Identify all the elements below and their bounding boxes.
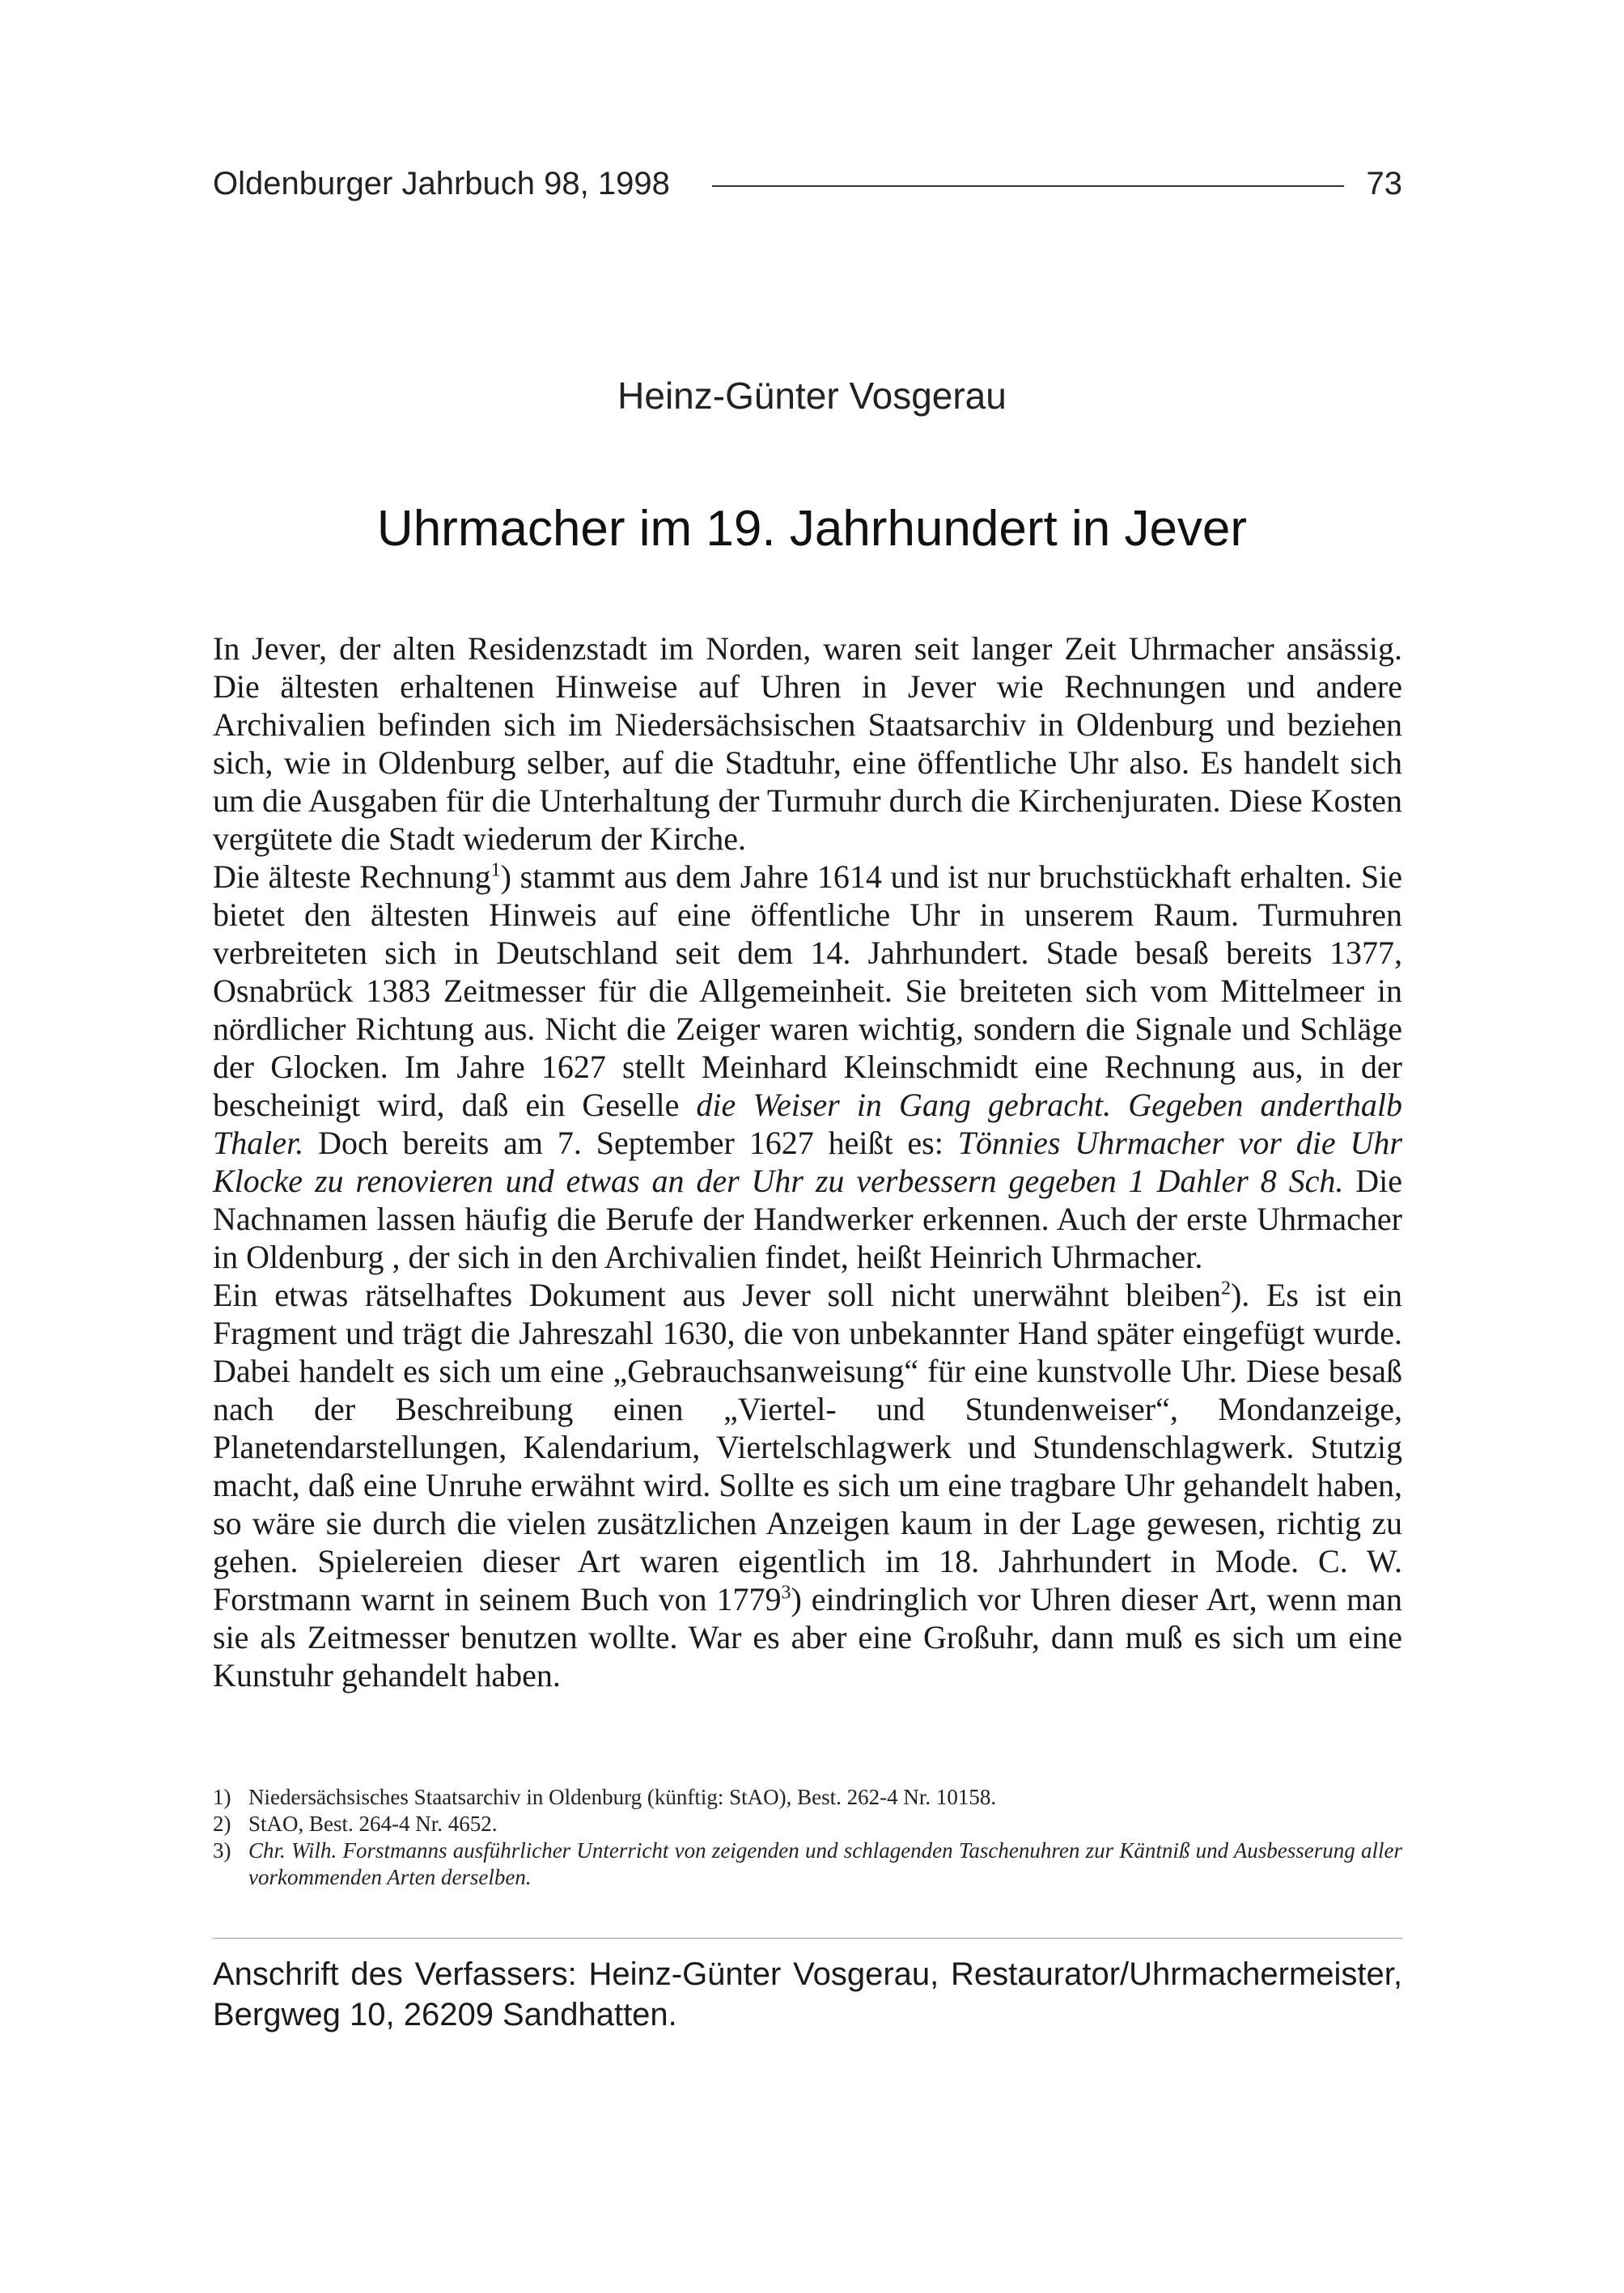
footnote-number: 1) bbox=[213, 1785, 231, 1809]
footnote-text: Niedersächsisches Staatsarchiv in Oldenburg (künftig: StAO), Best. 262-4 Nr. 10158. bbox=[248, 1785, 997, 1809]
article-body bbox=[213, 629, 1402, 1694]
paragraph-1: In Jever, der alten Residenzstadt im Norden, waren seit langer Zeit Uhrmacher ansässig. Die ältesten erhaltenen Hinweise auf Uhren in Jever wie Rechnungen und andere Archivalien befinden sich im Niedersächsischen Staatsarchiv in Oldenburg und beziehen sich, wie in Oldenburg selber, auf die Stadtuhr, eine öffentliche Uhr also. Es handelt sich um die Ausgaben für die Unterhaltung der Turmuhr durch die Kirchenjuraten. Diese Kosten vergütete die Stadt wiederum der Kirche. bbox=[213, 630, 1402, 857]
footnote-text: Chr. Wilh. Forstmanns ausführlicher Unterricht von zeigenden und schlagenden Taschenuhren zur Käntniß und Ausbesserung aller vorkommenden Arten derselben. bbox=[248, 1838, 1402, 1889]
archival-quote: Tönnies Uhrmacher vor die Uhr Klocke zu renovieren und etwas an der Uhr zu verbessern gegeben 1 Dahler 8 Sch. bbox=[213, 1125, 1402, 1199]
footnote-ref-1: 1 bbox=[490, 859, 501, 881]
paragraph-2 bbox=[213, 858, 1402, 1276]
paragraph-2-text: Die älteste Rechnung bbox=[213, 858, 491, 895]
header-rule bbox=[712, 185, 1344, 187]
paragraph-2-text: Doch bereits am 7. September 1627 heißt es: bbox=[303, 1125, 958, 1161]
footnote-ref-3: 3 bbox=[781, 1582, 791, 1604]
archival-quote: die Weiser in Gang gebracht. Gegeben anderthalb Thaler. bbox=[213, 1087, 1402, 1161]
paragraph-3-text: ). Es ist ein Fragment und trägt die Jahreszahl 1630, die von unbekannter Hand später eingefügt wurde. Dabei handelt es sich um eine „Gebrauchsanweisung“ für eine kunstvolle Uhr. Diese besaß nach der Beschreibung einen „Viertel- und Stundenweiser“, Mondanzeige, Planetendarstellungen, Kalendarium, Viertelschlagwerk und Stundenschlagwerk. Stutzig macht, daß eine Unruhe erwähnt wird. Sollte es sich um eine tragbare Uhr gehandelt haben, so wäre sie durch die vielen zusätzlichen Anzeigen kaum in der Lage gewesen, richtig zu gehen. Spielereien dieser Art waren eigentlich im 18. Jahrhundert in Mode. C. W. Forstmann warnt in seinem Buch von 1779 bbox=[213, 1277, 1403, 1617]
page-number: 73 bbox=[1366, 166, 1402, 201]
author-address: Anschrift des Verfassers: Heinz-Günter Vosgerau, Restaurator/Uhrmachermeister, Bergweg 10, 26209 Sandhatten. bbox=[213, 1956, 1402, 2032]
footnote-text: StAO, Best. 264-4 Nr. 4652. bbox=[248, 1812, 498, 1836]
paragraph-3 bbox=[213, 1276, 1402, 1694]
address-separator bbox=[213, 1938, 1402, 1939]
footnote-item bbox=[213, 1784, 1402, 1811]
article-title: Uhrmacher im 19. Jahrhundert in Jever bbox=[376, 501, 1248, 557]
running-head bbox=[213, 166, 1402, 202]
footnote-number: 3) bbox=[213, 1838, 231, 1863]
article-author: Heinz-Günter Vosgerau bbox=[617, 375, 1007, 417]
journal-name: Oldenburger Jahrbuch 98, 1998 bbox=[213, 166, 670, 201]
footnote-ref-2: 2 bbox=[1220, 1278, 1231, 1299]
footnote-number: 2) bbox=[213, 1812, 231, 1836]
paragraph-3-text: Ein etwas rätselhaftes Dokument aus Jever soll nicht unerwähnt bleiben bbox=[213, 1277, 1221, 1313]
footnotes bbox=[213, 1784, 1402, 1891]
footnote-item bbox=[213, 1837, 1402, 1891]
paragraph-2-text: Die Nachnamen lassen häufig die Berufe der Handwerker erkennen. Auch der erste Uhrmacher in Oldenburg , der sich in den Archivalien findet, heißt Heinrich Uhrmacher. bbox=[213, 1163, 1402, 1275]
footnote-item bbox=[213, 1811, 1402, 1837]
paragraph-3-text: ) eindringlich vor Uhren dieser Art, wenn man sie als Zeitmesser benutzen wollte. War es aber eine Großuhr, dann muß es sich um eine Kunstuhr gehandelt haben. bbox=[213, 1581, 1402, 1693]
paragraph-2-text: ) stammt aus dem Jahre 1614 und ist nur bruchstückhaft erhalten. Sie bietet den ältesten Hinweis auf eine öffentliche Uhr in unserem Raum. Turmuhren verbreiteten sich in Deutschland seit dem 14. Jahrhundert. Stade besaß bereits 1377, Osnabrück 1383 Zeitmesser für die Allgemeinheit. Sie breiteten sich vom Mittelmeer in nördlicher Richtung aus. Nicht die Zeiger waren wichtig, sondern die Signale und Schläge der Glocken. Im Jahre 1627 stellt Meinhard Kleinschmidt eine Rechnung aus, in der bescheinigt wird, daß ein Geselle bbox=[213, 858, 1403, 1123]
